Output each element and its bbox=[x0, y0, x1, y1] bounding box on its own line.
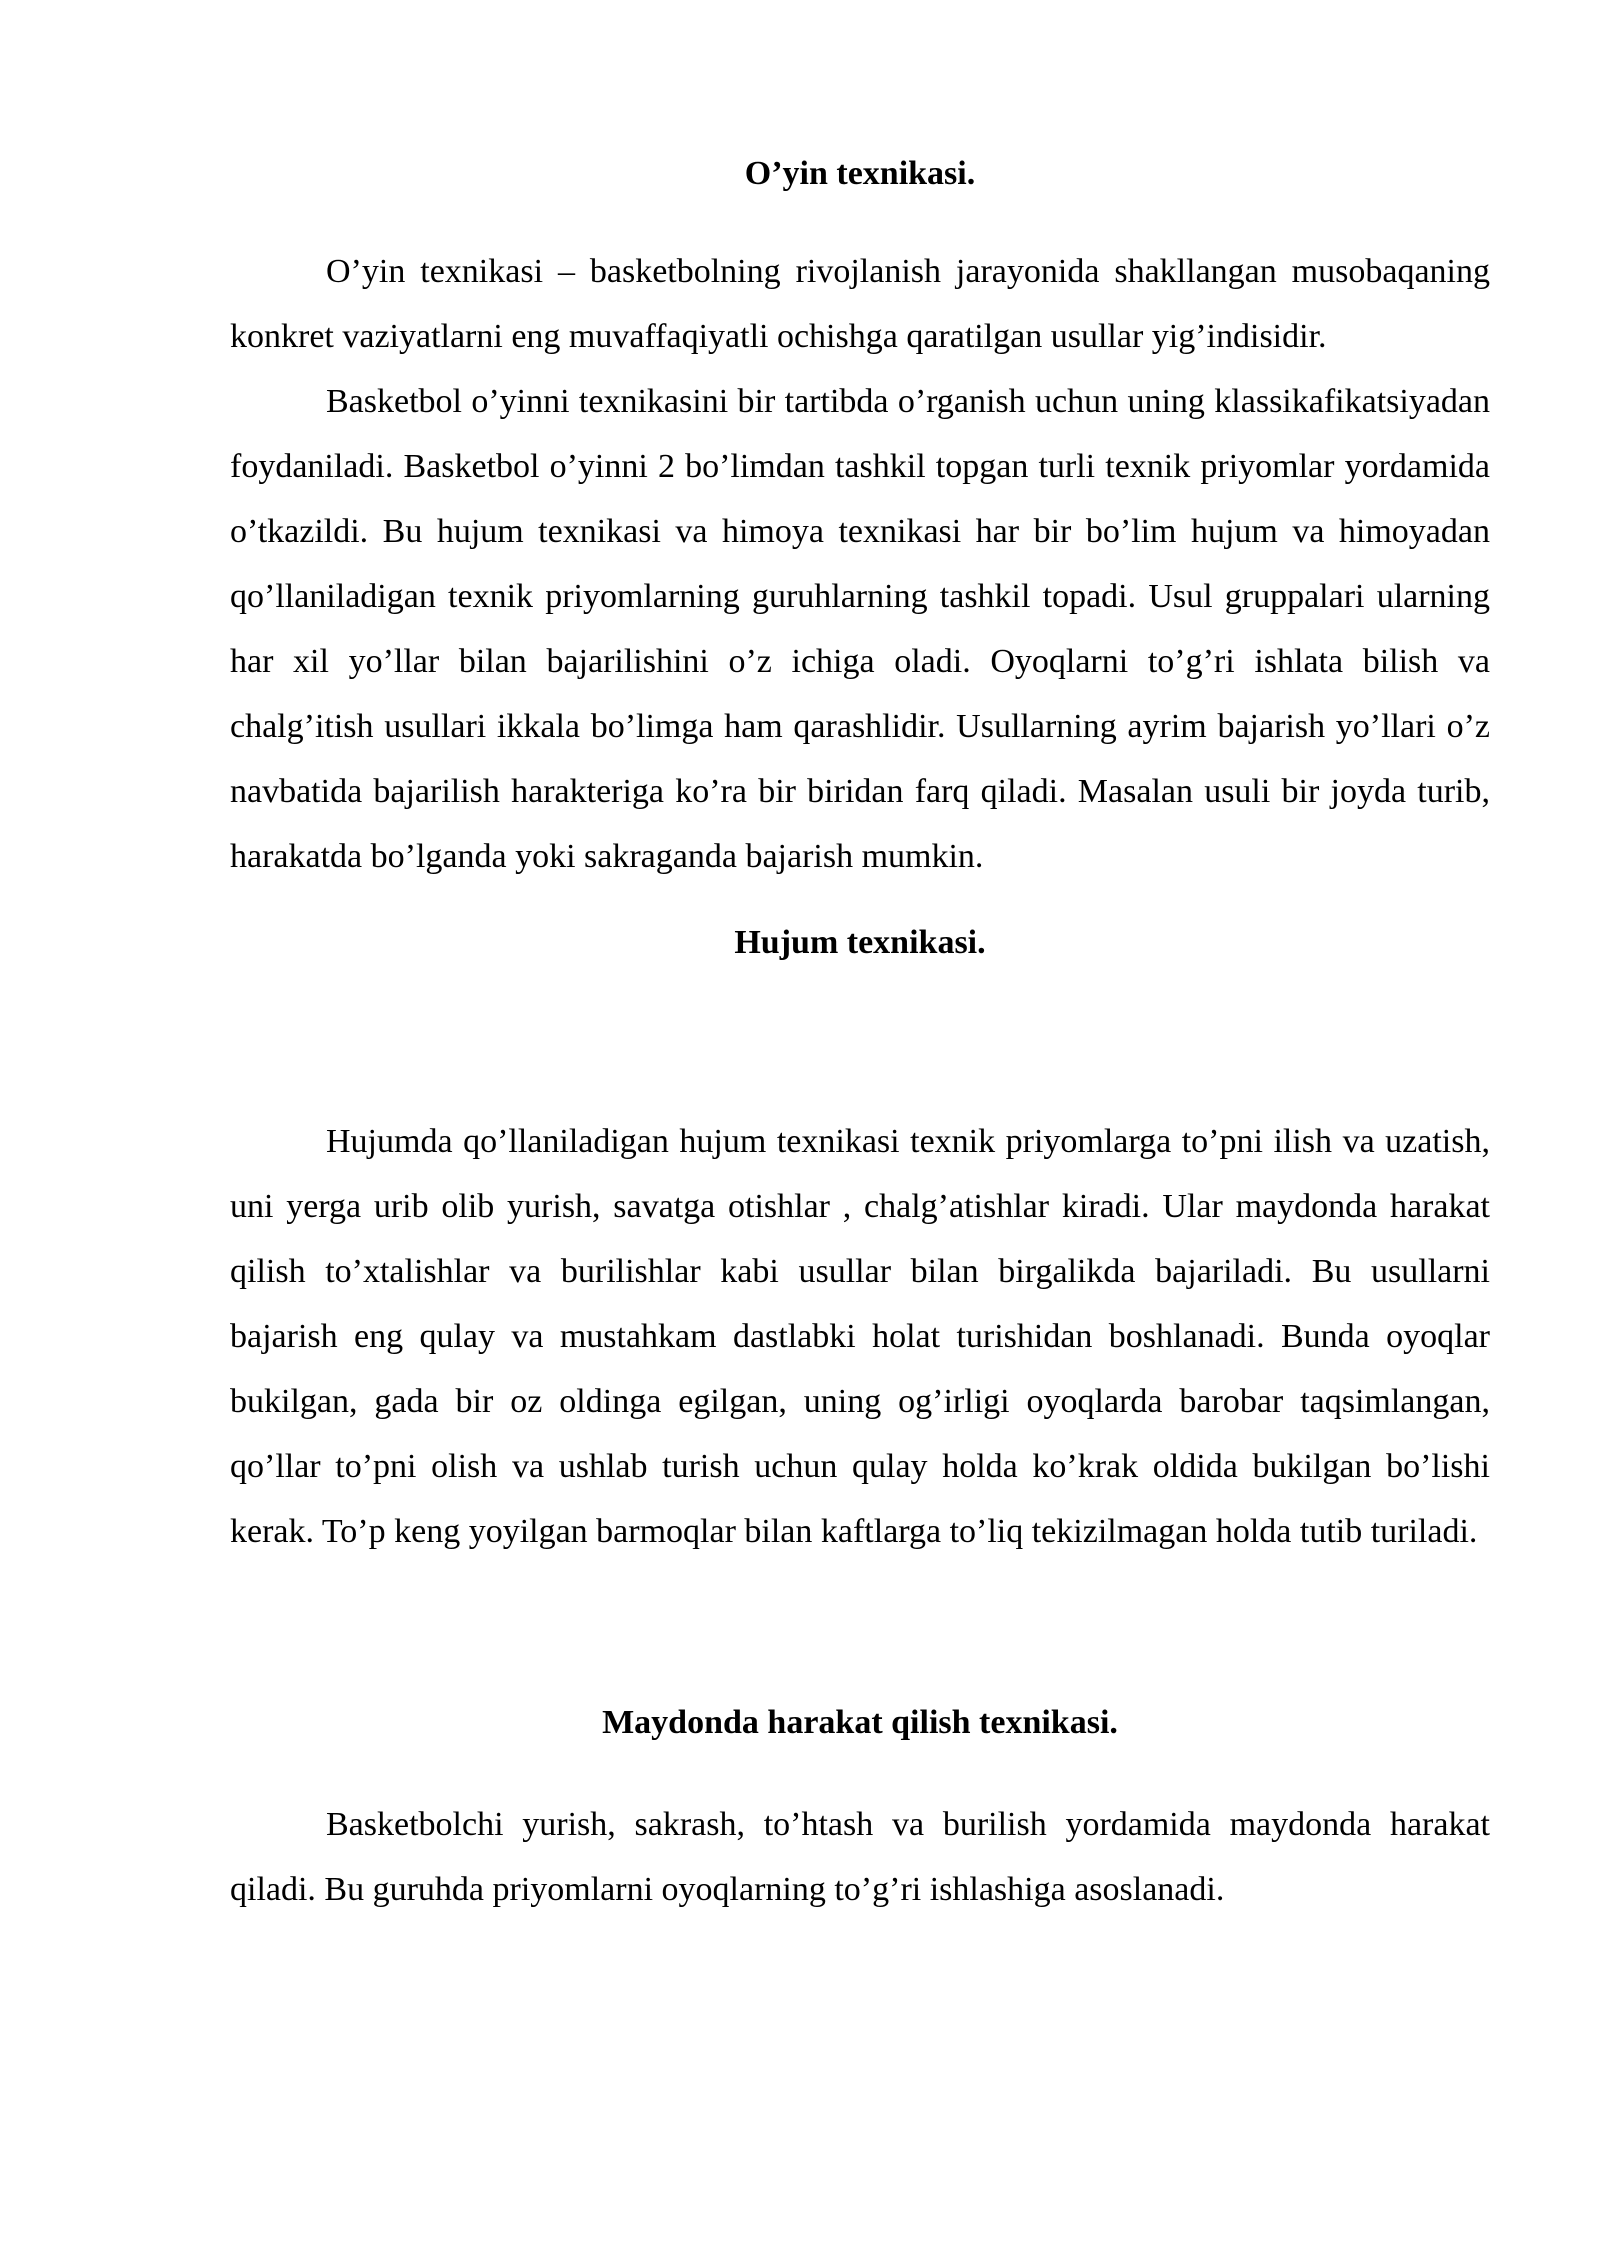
section-heading-court-movement: Maydonda harakat qilish texnikasi. bbox=[602, 1704, 1118, 1741]
document-page bbox=[230, 150, 1490, 1922]
section-heading-attack-technique: Hujum texnikasi. bbox=[734, 924, 986, 961]
paragraph-classification: Basketbol o’yinni texnikasini bir tartibda o’rganish uchun uning klassikafikatsiyadan foydaniladi. Basketbol o’yinni 2 bo’limdan tashkil topgan turli texnik priyomlar yordamida o’tkazildi. Bu hujum texnikasi va himoya texnikasi har bir bo’lim hujum va himoyadan qo’llaniladigan texnik priyomlarning guruhlarning tashkil topadi. Usul gruppalari ularning har xil yo’llar bilan bajarilishini o’z ichiga oladi. Oyoqlarni to’g’ri ishlata bilish va chalg’itish usullari ikkala bo’limga ham qarashlidir. Usullarning ayrim bajarish yo’llari o’z navbatida bajarilish harakteriga ko’ra bir biridan farq qiladi. Masalan usuli bir joyda turib, harakatda bo’lganda yoki sakraganda bajarish mumkin. bbox=[230, 383, 1490, 875]
paragraph-attack-technique: Hujumda qo’llaniladigan hujum texnikasi texnik priyomlarga to’pni ilish va uzatish, uni yerga urib olib yurish, savatga otishlar , chalg’atishlar kiradi. Ular maydonda harakat qilish to’xtalishlar va burilishlar kabi usullar bilan birgalikda bajariladi. Bu usullarni bajarish eng qulay va mustahkam dastlabki holat turishidan boshlanadi. Bunda oyoqlar bukilgan, gada bir oz oldinga egilgan, uning og’irligi oyoqlarda barobar taqsimlangan, qo’llar to’pni olish va ushlab turish uchun qulay holda ko’krak oldida bukilgan bo’lishi kerak. To’p keng yoyilgan barmoqlar bilan kaftlarga to’liq tekizilmagan holda tutib turiladi. bbox=[230, 1123, 1490, 1550]
paragraph-definition: O’yin texnikasi – basketbolning rivojlanish jarayonida shakllangan musobaqaning konkret vaziyatlarni eng muvaffaqiyatli ochishga qaratilgan usullar yig’indisidir. bbox=[230, 253, 1490, 355]
paragraph-court-movement: Basketbolchi yurish, sakrash, to’htash va burilish yordamida maydonda harakat qiladi. Bu guruhda priyomlarni oyoqlarning to’g’ri ishlashiga asoslanadi. bbox=[230, 1806, 1490, 1908]
section-heading-game-technique: O’yin texnikasi. bbox=[744, 155, 976, 192]
